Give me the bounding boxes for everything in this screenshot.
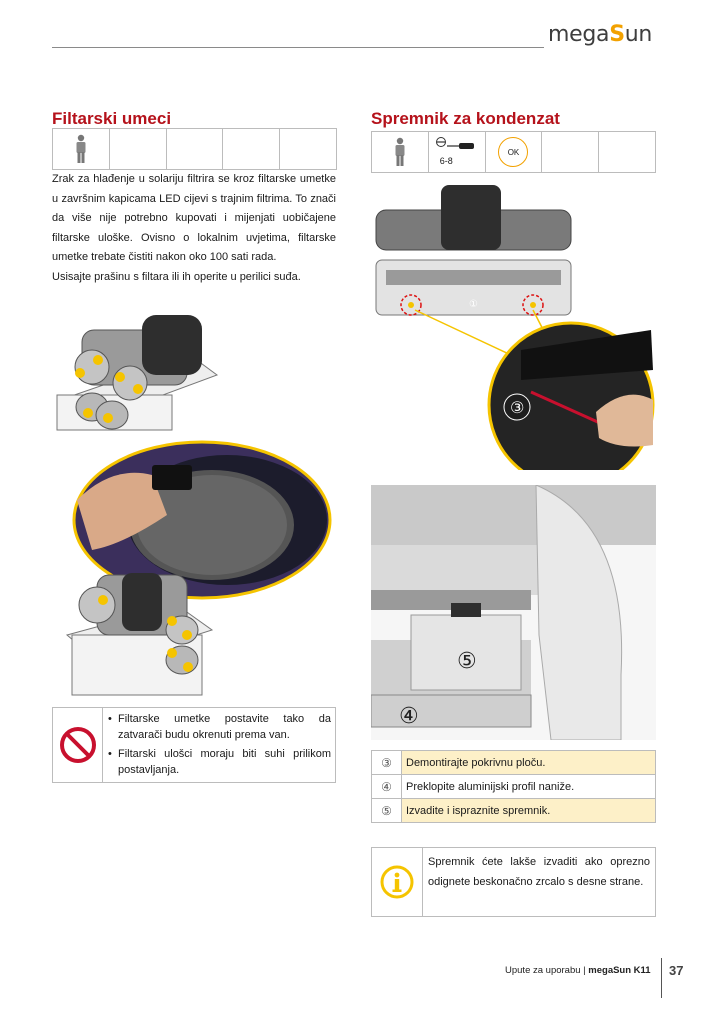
info-icon [372,848,423,916]
section-title-filters: Filtarski umeci [52,109,172,128]
info-box [371,847,656,917]
step-text: Izvadite i ispraznite spremnik. [402,799,656,823]
table-row [372,751,656,775]
condensate-tank-illustration [371,485,656,740]
screw-detail-zoom [489,323,653,470]
warning-item: • Filtarske umetke postavite tako da zatvarači budu okrenuti prema van. [107,711,331,743]
cover-plate-illustration [371,180,661,470]
prohibition-icon [53,708,103,782]
filters-paragraph-2: Usisajte prašinu s filtara ili ih operite u perilici suđa. [52,270,301,283]
warning-item: • Filtarski ulošci moraju biti suhi prilikom postavljanja. [107,746,331,778]
table-row [372,799,656,823]
icon-cell-empty [280,129,336,169]
info-text: Spremnik ćete lakše izvaditi ako oprezno odignete beskonačno zrcalo s desne strane. [428,856,650,888]
footer-divider [661,958,662,998]
step-text: Preklopite aluminijski profil naniže. [402,775,656,799]
section-title-condensate: Spremnik za kondenzat [371,109,560,128]
tool-size-label: 6-8 [439,156,453,166]
step-number: ⑤ [372,799,402,823]
icon-cell-empty [110,129,167,169]
step-number: ④ [372,775,402,799]
header-rule [52,47,544,48]
page-number: 37 [669,963,684,978]
callout-3-label: ③ [510,398,525,417]
callout-5-label: ⑤ [457,649,477,674]
ok-badge-cell [486,132,543,172]
device-top-drawing [57,315,217,430]
person-icon [53,129,110,169]
right-icon-row [371,131,656,173]
brand-logo: megaSun [548,22,653,47]
screwdriver-icon [429,132,486,172]
device-front-drawing [376,185,571,315]
warning-list [103,708,335,782]
left-icon-row [52,128,337,170]
steps-table [371,750,656,823]
step-number: ③ [372,751,402,775]
icon-cell-empty [599,132,655,172]
footer-text: Upute za uporabu | megaSun K11 [505,965,651,976]
ok-badge-icon [498,137,528,167]
warning-box [52,707,336,783]
icon-cell-empty [167,129,224,169]
filters-description [52,170,336,287]
icon-cell-empty [542,132,599,172]
callout-4-label: ④ [399,704,419,729]
person-icon [372,132,429,172]
table-row [372,775,656,799]
filter-insert-illustration [52,305,342,705]
icon-cell-empty [223,129,280,169]
ok-label: OK [507,147,520,157]
step-text: Demontirajte pokrivnu ploču. [402,751,656,775]
callout-1-label: ① [469,299,478,310]
filters-paragraph-1: Zrak za hlađenje u solariju filtrira se kroz filtarske umetke u završnim kapicama LED cijevi s trajnim filtrima. To znači da više nije potrebno kupovati i mijenjati uobičajene filtarske uloške. Ovisno o lokalnim uvjetima, filtarske umetke trebate čistiti nakon oko 100 sati rada. [52,173,336,263]
